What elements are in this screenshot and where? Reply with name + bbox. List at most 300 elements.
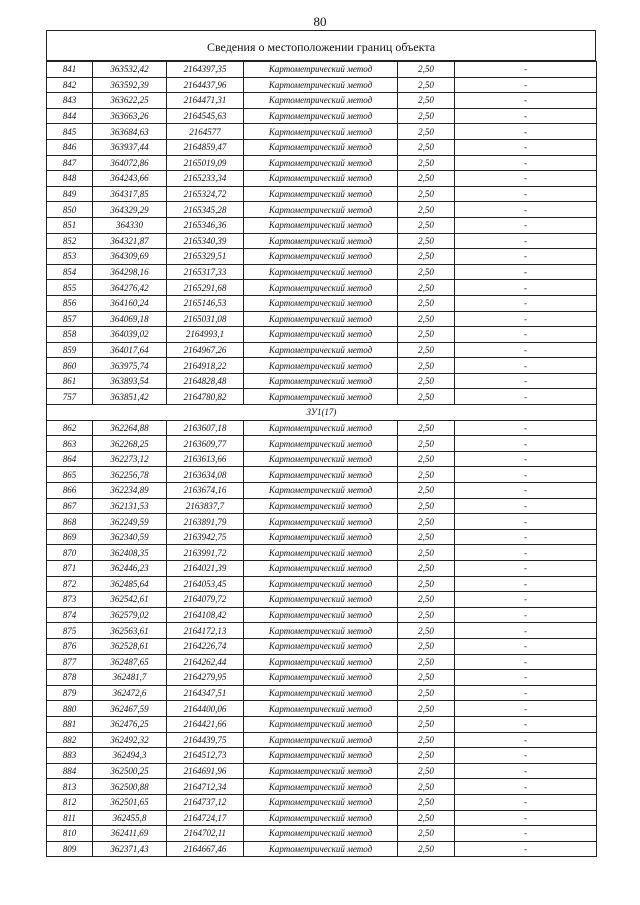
accuracy-cell: 2,50 <box>398 342 455 358</box>
coord-y: 2163607,18 <box>167 420 244 436</box>
table-row <box>47 327 597 343</box>
description-cell: - <box>455 171 597 187</box>
table-title: Сведения о местоположении границ объекта <box>206 40 436 54</box>
method-cell: Картометрический метод <box>244 93 398 109</box>
coord-x: 362500,88 <box>93 779 167 795</box>
coord-y: 2164226,74 <box>167 638 244 654</box>
accuracy-cell: 2,50 <box>398 763 455 779</box>
accuracy-cell: 2,50 <box>398 748 455 764</box>
coord-y: 2165291,68 <box>167 280 244 296</box>
point-number: 854 <box>47 264 93 280</box>
coord-x: 362487,65 <box>93 654 167 670</box>
description-cell: - <box>455 748 597 764</box>
table-row <box>47 826 597 842</box>
coord-y: 2164279,95 <box>167 670 244 686</box>
method-cell: Картометрический метод <box>244 249 398 265</box>
point-number: 859 <box>47 342 93 358</box>
point-number: 841 <box>47 62 93 78</box>
coord-x: 364243,66 <box>93 171 167 187</box>
accuracy-cell: 2,50 <box>398 794 455 810</box>
coord-y: 2165317,33 <box>167 264 244 280</box>
point-number: 863 <box>47 436 93 452</box>
coord-y: 2165233,34 <box>167 171 244 187</box>
coord-x: 362256,78 <box>93 467 167 483</box>
boundary-table <box>46 61 597 857</box>
accuracy-cell: 2,50 <box>398 654 455 670</box>
coord-x: 362446,23 <box>93 561 167 577</box>
method-cell: Картометрический метод <box>244 483 398 499</box>
description-cell: - <box>455 592 597 608</box>
method-cell: Картометрический метод <box>244 826 398 842</box>
description-cell: - <box>455 451 597 467</box>
coord-x: 362234,89 <box>93 483 167 499</box>
point-number: 884 <box>47 763 93 779</box>
accuracy-cell: 2,50 <box>398 514 455 530</box>
description-cell: - <box>455 576 597 592</box>
accuracy-cell: 2,50 <box>398 623 455 639</box>
accuracy-cell: 2,50 <box>398 529 455 545</box>
coord-x: 362268,25 <box>93 436 167 452</box>
point-number: 862 <box>47 420 93 436</box>
coord-x: 364017,64 <box>93 342 167 358</box>
description-cell: - <box>455 124 597 140</box>
coord-y: 2164437,96 <box>167 77 244 93</box>
accuracy-cell: 2,50 <box>398 716 455 732</box>
table-row <box>47 748 597 764</box>
coord-x: 362371,43 <box>93 841 167 857</box>
coord-y: 2164400,06 <box>167 701 244 717</box>
coord-y: 2164079,72 <box>167 592 244 608</box>
coord-y: 2165031,08 <box>167 311 244 327</box>
coord-y: 2163634,08 <box>167 467 244 483</box>
coord-y: 2164439,75 <box>167 732 244 748</box>
point-number: 844 <box>47 108 93 124</box>
coord-x: 362542,61 <box>93 592 167 608</box>
description-cell: - <box>455 389 597 405</box>
description-cell: - <box>455 529 597 545</box>
point-number: 864 <box>47 451 93 467</box>
method-cell: Картометрический метод <box>244 467 398 483</box>
method-cell: Картометрический метод <box>244 623 398 639</box>
table-row <box>47 373 597 389</box>
method-cell: Картометрический метод <box>244 62 398 78</box>
table-row <box>47 498 597 514</box>
accuracy-cell: 2,50 <box>398 62 455 78</box>
coord-y: 2164262,44 <box>167 654 244 670</box>
description-cell: - <box>455 280 597 296</box>
table-row <box>47 467 597 483</box>
method-cell: Картометрический метод <box>244 264 398 280</box>
method-cell: Картометрический метод <box>244 561 398 577</box>
coord-x: 362455,8 <box>93 810 167 826</box>
table-row <box>47 451 597 467</box>
accuracy-cell: 2,50 <box>398 124 455 140</box>
method-cell: Картометрический метод <box>244 685 398 701</box>
point-number: 877 <box>47 654 93 670</box>
coord-x: 364072,86 <box>93 155 167 171</box>
accuracy-cell: 2,50 <box>398 592 455 608</box>
point-number: 809 <box>47 841 93 857</box>
coord-y: 2164577 <box>167 124 244 140</box>
coord-x: 362579,02 <box>93 607 167 623</box>
accuracy-cell: 2,50 <box>398 841 455 857</box>
point-number: 882 <box>47 732 93 748</box>
accuracy-cell: 2,50 <box>398 670 455 686</box>
point-number: 856 <box>47 295 93 311</box>
accuracy-cell: 2,50 <box>398 826 455 842</box>
coord-x: 363851,42 <box>93 389 167 405</box>
accuracy-cell: 2,50 <box>398 436 455 452</box>
description-cell: - <box>455 654 597 670</box>
table-row <box>47 529 597 545</box>
coord-x: 364160,24 <box>93 295 167 311</box>
method-cell: Картометрический метод <box>244 233 398 249</box>
coord-x: 362501,65 <box>93 794 167 810</box>
method-cell: Картометрический метод <box>244 592 398 608</box>
description-cell: - <box>455 638 597 654</box>
accuracy-cell: 2,50 <box>398 249 455 265</box>
coord-x: 364309,69 <box>93 249 167 265</box>
method-cell: Картометрический метод <box>244 124 398 140</box>
accuracy-cell: 2,50 <box>398 498 455 514</box>
method-cell: Картометрический метод <box>244 311 398 327</box>
description-cell: - <box>455 249 597 265</box>
point-number: 860 <box>47 358 93 374</box>
point-number: 810 <box>47 826 93 842</box>
table-header <box>46 30 596 61</box>
description-cell: - <box>455 77 597 93</box>
table-row <box>47 249 597 265</box>
point-number: 870 <box>47 545 93 561</box>
description-cell: - <box>455 342 597 358</box>
coord-y: 2164545,63 <box>167 108 244 124</box>
method-cell: Картометрический метод <box>244 654 398 670</box>
description-cell: - <box>455 607 597 623</box>
coord-x: 364330 <box>93 217 167 233</box>
method-cell: Картометрический метод <box>244 280 398 296</box>
coord-x: 362472,6 <box>93 685 167 701</box>
description-cell: - <box>455 483 597 499</box>
coord-y: 2165329,51 <box>167 249 244 265</box>
method-cell: Картометрический метод <box>244 342 398 358</box>
method-cell: Картометрический метод <box>244 451 398 467</box>
table-row <box>47 732 597 748</box>
accuracy-cell: 2,50 <box>398 467 455 483</box>
method-cell: Картометрический метод <box>244 217 398 233</box>
coord-y: 2164053,45 <box>167 576 244 592</box>
table-row <box>47 358 597 374</box>
point-number: 872 <box>47 576 93 592</box>
method-cell: Картометрический метод <box>244 701 398 717</box>
table-row <box>47 108 597 124</box>
accuracy-cell: 2,50 <box>398 202 455 218</box>
coord-y: 2164737,12 <box>167 794 244 810</box>
method-cell: Картометрический метод <box>244 358 398 374</box>
coord-x: 362492,32 <box>93 732 167 748</box>
description-cell: - <box>455 373 597 389</box>
accuracy-cell: 2,50 <box>398 264 455 280</box>
coord-x: 362481,7 <box>93 670 167 686</box>
table-row <box>47 638 597 654</box>
description-cell: - <box>455 108 597 124</box>
table-row <box>47 202 597 218</box>
coord-y: 2165345,28 <box>167 202 244 218</box>
point-number: 868 <box>47 514 93 530</box>
table-row <box>47 295 597 311</box>
coord-x: 364069,18 <box>93 311 167 327</box>
coord-y: 2164712,34 <box>167 779 244 795</box>
coord-x: 362131,53 <box>93 498 167 514</box>
point-number: 876 <box>47 638 93 654</box>
method-cell: Картометрический метод <box>244 576 398 592</box>
point-number: 881 <box>47 716 93 732</box>
table-row <box>47 716 597 732</box>
point-number: 865 <box>47 467 93 483</box>
accuracy-cell: 2,50 <box>398 358 455 374</box>
coord-y: 2164724,17 <box>167 810 244 826</box>
table-row <box>47 124 597 140</box>
description-cell: - <box>455 716 597 732</box>
table-row <box>47 62 597 78</box>
table-row <box>47 545 597 561</box>
point-number: 858 <box>47 327 93 343</box>
description-cell: - <box>455 498 597 514</box>
accuracy-cell: 2,50 <box>398 233 455 249</box>
table-row <box>47 701 597 717</box>
coord-y: 2164967,26 <box>167 342 244 358</box>
coord-x: 363663,26 <box>93 108 167 124</box>
coord-x: 362273,12 <box>93 451 167 467</box>
coord-x: 362500,25 <box>93 763 167 779</box>
description-cell: - <box>455 327 597 343</box>
table-row <box>47 483 597 499</box>
method-cell: Картометрический метод <box>244 171 398 187</box>
table-row <box>47 389 597 405</box>
point-number: 873 <box>47 592 93 608</box>
table-row <box>47 607 597 623</box>
coord-y: 2164993,1 <box>167 327 244 343</box>
coord-x: 362340,59 <box>93 529 167 545</box>
coord-x: 364317,85 <box>93 186 167 202</box>
coord-x: 362411,69 <box>93 826 167 842</box>
description-cell: - <box>455 685 597 701</box>
coord-y: 2163942,75 <box>167 529 244 545</box>
method-cell: Картометрический метод <box>244 373 398 389</box>
accuracy-cell: 2,50 <box>398 77 455 93</box>
coord-y: 2164859,47 <box>167 139 244 155</box>
coord-x: 362563,61 <box>93 623 167 639</box>
accuracy-cell: 2,50 <box>398 732 455 748</box>
coord-y: 2163837,7 <box>167 498 244 514</box>
point-number: 851 <box>47 217 93 233</box>
table-row <box>47 420 597 436</box>
coord-y: 2163891,79 <box>167 514 244 530</box>
description-cell: - <box>455 217 597 233</box>
method-cell: Картометрический метод <box>244 420 398 436</box>
accuracy-cell: 2,50 <box>398 607 455 623</box>
coord-y: 2164172,13 <box>167 623 244 639</box>
coord-x: 362467,59 <box>93 701 167 717</box>
coord-y: 2164918,22 <box>167 358 244 374</box>
table-row <box>47 810 597 826</box>
accuracy-cell: 2,50 <box>398 451 455 467</box>
description-cell: - <box>455 826 597 842</box>
point-number: 850 <box>47 202 93 218</box>
section-label: ЗУ1(17) <box>47 405 597 421</box>
point-number: 852 <box>47 233 93 249</box>
coord-x: 364276,42 <box>93 280 167 296</box>
description-cell: - <box>455 810 597 826</box>
coord-x: 362494,3 <box>93 748 167 764</box>
coord-y: 2164780,82 <box>167 389 244 405</box>
point-number: 875 <box>47 623 93 639</box>
point-number: 855 <box>47 280 93 296</box>
coord-y: 2165346,36 <box>167 217 244 233</box>
point-number: 757 <box>47 389 93 405</box>
coord-x: 363937,44 <box>93 139 167 155</box>
description-cell: - <box>455 420 597 436</box>
accuracy-cell: 2,50 <box>398 171 455 187</box>
description-cell: - <box>455 295 597 311</box>
method-cell: Картометрический метод <box>244 748 398 764</box>
coord-y: 2164667,46 <box>167 841 244 857</box>
table-row <box>47 763 597 779</box>
coord-y: 2164021,39 <box>167 561 244 577</box>
table-row <box>47 841 597 857</box>
description-cell: - <box>455 202 597 218</box>
table-row <box>47 342 597 358</box>
point-number: 869 <box>47 529 93 545</box>
point-number: 842 <box>47 77 93 93</box>
accuracy-cell: 2,50 <box>398 685 455 701</box>
method-cell: Картометрический метод <box>244 498 398 514</box>
coord-x: 363532,42 <box>93 62 167 78</box>
table-row <box>47 779 597 795</box>
accuracy-cell: 2,50 <box>398 420 455 436</box>
method-cell: Картометрический метод <box>244 202 398 218</box>
point-number: 853 <box>47 249 93 265</box>
table-row <box>47 233 597 249</box>
coord-x: 364321,87 <box>93 233 167 249</box>
method-cell: Картометрический метод <box>244 732 398 748</box>
table-row <box>47 93 597 109</box>
accuracy-cell: 2,50 <box>398 576 455 592</box>
accuracy-cell: 2,50 <box>398 327 455 343</box>
point-number: 812 <box>47 794 93 810</box>
table-row <box>47 264 597 280</box>
accuracy-cell: 2,50 <box>398 311 455 327</box>
coord-x: 363893,54 <box>93 373 167 389</box>
description-cell: - <box>455 670 597 686</box>
coord-y: 2164702,11 <box>167 826 244 842</box>
accuracy-cell: 2,50 <box>398 186 455 202</box>
point-number: 845 <box>47 124 93 140</box>
table-row <box>47 623 597 639</box>
accuracy-cell: 2,50 <box>398 779 455 795</box>
coord-y: 2164421,66 <box>167 716 244 732</box>
description-cell: - <box>455 62 597 78</box>
point-number: 874 <box>47 607 93 623</box>
table-row <box>47 576 597 592</box>
coord-x: 362485,64 <box>93 576 167 592</box>
method-cell: Картометрический метод <box>244 186 398 202</box>
method-cell: Картометрический метод <box>244 810 398 826</box>
coord-y: 2164347,51 <box>167 685 244 701</box>
coord-x: 363975,74 <box>93 358 167 374</box>
accuracy-cell: 2,50 <box>398 701 455 717</box>
method-cell: Картометрический метод <box>244 638 398 654</box>
coord-x: 363622,25 <box>93 93 167 109</box>
description-cell: - <box>455 623 597 639</box>
coord-y: 2164108,42 <box>167 607 244 623</box>
table-row <box>47 186 597 202</box>
accuracy-cell: 2,50 <box>398 217 455 233</box>
table-row <box>47 654 597 670</box>
description-cell: - <box>455 436 597 452</box>
description-cell: - <box>455 763 597 779</box>
method-cell: Картометрический метод <box>244 841 398 857</box>
coord-y: 2163609,77 <box>167 436 244 452</box>
table-row <box>47 436 597 452</box>
point-number: 866 <box>47 483 93 499</box>
description-cell: - <box>455 841 597 857</box>
coord-x: 363592,39 <box>93 77 167 93</box>
point-number: 883 <box>47 748 93 764</box>
table-row <box>47 280 597 296</box>
coord-y: 2163991,72 <box>167 545 244 561</box>
description-cell: - <box>455 732 597 748</box>
table-row <box>47 514 597 530</box>
accuracy-cell: 2,50 <box>398 139 455 155</box>
method-cell: Картометрический метод <box>244 716 398 732</box>
description-cell: - <box>455 93 597 109</box>
accuracy-cell: 2,50 <box>398 295 455 311</box>
table-row <box>47 217 597 233</box>
coord-y: 2164512,73 <box>167 748 244 764</box>
coord-y: 2164471,31 <box>167 93 244 109</box>
point-number: 879 <box>47 685 93 701</box>
method-cell: Картометрический метод <box>244 327 398 343</box>
accuracy-cell: 2,50 <box>398 373 455 389</box>
point-number: 871 <box>47 561 93 577</box>
method-cell: Картометрический метод <box>244 436 398 452</box>
description-cell: - <box>455 561 597 577</box>
coord-x: 364298,16 <box>93 264 167 280</box>
description-cell: - <box>455 264 597 280</box>
point-number: 857 <box>47 311 93 327</box>
accuracy-cell: 2,50 <box>398 638 455 654</box>
coord-y: 2164691,96 <box>167 763 244 779</box>
page-number: 80 <box>313 14 327 29</box>
coord-x: 362408,35 <box>93 545 167 561</box>
method-cell: Картометрический метод <box>244 529 398 545</box>
point-number: 846 <box>47 139 93 155</box>
coord-x: 362476,25 <box>93 716 167 732</box>
table-row <box>47 794 597 810</box>
description-cell: - <box>455 545 597 561</box>
method-cell: Картометрический метод <box>244 295 398 311</box>
point-number: 843 <box>47 93 93 109</box>
method-cell: Картометрический метод <box>244 607 398 623</box>
accuracy-cell: 2,50 <box>398 280 455 296</box>
method-cell: Картометрический метод <box>244 779 398 795</box>
coord-y: 2163613,66 <box>167 451 244 467</box>
table-row <box>47 670 597 686</box>
point-number: 813 <box>47 779 93 795</box>
coord-x: 362264,88 <box>93 420 167 436</box>
coord-y: 2165146,53 <box>167 295 244 311</box>
method-cell: Картометрический метод <box>244 389 398 405</box>
